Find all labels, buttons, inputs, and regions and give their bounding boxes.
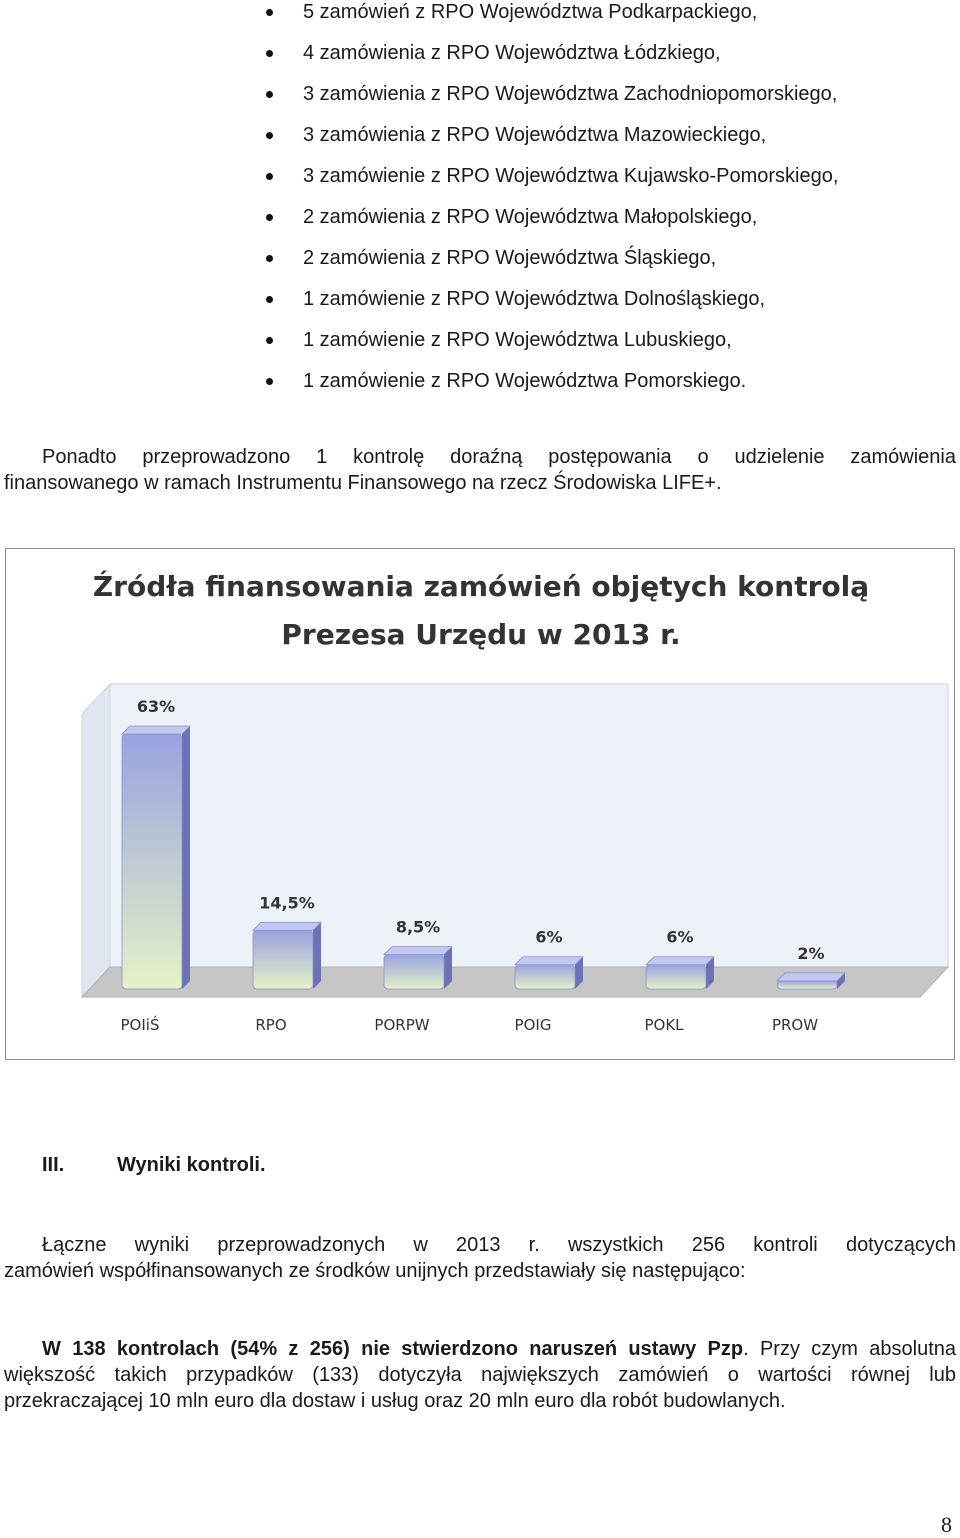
category-label: PORPW — [374, 1016, 430, 1034]
chart-side-wall — [82, 684, 110, 997]
category-label: RPO — [255, 1016, 287, 1034]
data-label: 2% — [797, 943, 825, 963]
bar-top — [122, 726, 190, 734]
bullet-item: 4 zamówienia z RPO Województwa Łódzkiego, — [303, 42, 721, 64]
data-label: 6% — [535, 927, 563, 947]
funding-chart — [5, 548, 955, 1060]
bullet-item: 3 zamówienie z RPO Województwa Kujawsko-Pomorskiego, — [303, 165, 839, 187]
results-bold: W 138 kontrolach (54% z 256) nie stwierdzono naruszeń ustawy Pzp — [42, 1338, 744, 1360]
chart-back-wall — [110, 684, 948, 967]
chart-title-line1: Źródła finansowania zamówień objętych kontrolą — [92, 570, 870, 603]
bar-top — [777, 973, 845, 981]
chart-title-line2: Prezesa Urzędu w 2013 r. — [281, 618, 681, 651]
bar-chart-plot — [6, 549, 954, 1059]
bar-poig — [515, 965, 575, 989]
bar-prow — [777, 981, 837, 989]
paragraph-summary — [4, 1232, 956, 1284]
category-label: POKL — [644, 1016, 684, 1034]
data-label: 63% — [136, 697, 176, 716]
bar-top — [253, 922, 321, 930]
section-title: Wyniki kontroli. — [117, 1154, 266, 1176]
paragraph-life — [4, 444, 956, 496]
bullet-item: 1 zamówienie z RPO Województwa Pomorskiego. — [303, 370, 747, 392]
bar-rpo — [253, 930, 313, 989]
section-number: III. — [42, 1154, 65, 1176]
data-label: 8,5% — [395, 917, 441, 937]
bar-top — [646, 957, 714, 965]
data-label: 14,5% — [259, 893, 315, 913]
bar-side — [313, 922, 321, 989]
bar-top — [515, 957, 583, 965]
bar-top — [384, 947, 452, 955]
paragraph-results — [4, 1336, 956, 1414]
bullet-item: 1 zamówienie z RPO Województwa Lubuskiego, — [303, 329, 732, 351]
bullet-item: 3 zamówienia z RPO Województwa Zachodniopomorskiego, — [303, 83, 838, 105]
data-label: 6% — [666, 927, 694, 947]
paragraph-line: finansowanego w ramach Instrumentu Finansowego na rzecz Środowiska LIFE+. — [4, 472, 722, 494]
bullet-item: 1 zamówienie z RPO Województwa Dolnośląskiego, — [303, 288, 766, 310]
paragraph-line: zamówień współfinansowanych ze środków unijnych przedstawiały się następująco: — [4, 1260, 746, 1282]
paragraph-line: Ponadto przeprowadzono 1 kontrolę doraźną postępowania o udzielenie zamówienia — [42, 446, 956, 468]
results-rest: . Przy czym absolutna większość takich przypadków (133) dotyczyła największych zamówień o wartości równej lub przekraczającej 10 mln euro dla dostaw i usług oraz 20 mln euro dla robót budowlanych. — [4, 1338, 956, 1412]
bar-pokl — [646, 965, 706, 989]
bullet-item: 3 zamówienia z RPO Województwa Mazowieckiego, — [303, 124, 767, 146]
category-label: POIG — [514, 1016, 552, 1034]
bar-porpw — [384, 955, 444, 989]
category-label: POIiŚ — [120, 1016, 160, 1034]
bullet-item: 2 zamówienia z RPO Województwa Śląskiego, — [303, 247, 717, 269]
category-label: PROW — [771, 1016, 819, 1034]
paragraph-line: Łączne wyniki przeprowadzonych w 2013 r. wszystkich 256 kontroli dotyczących — [42, 1234, 956, 1256]
bullet-item: 5 zamówień z RPO Województwa Podkarpackiego, — [303, 1, 758, 23]
bullet-item: 2 zamówienia z RPO Województwa Małopolskiego, — [303, 206, 758, 228]
page-number: 8 — [941, 1512, 952, 1537]
bar-side — [182, 726, 190, 989]
bar-poiiś — [122, 734, 182, 989]
